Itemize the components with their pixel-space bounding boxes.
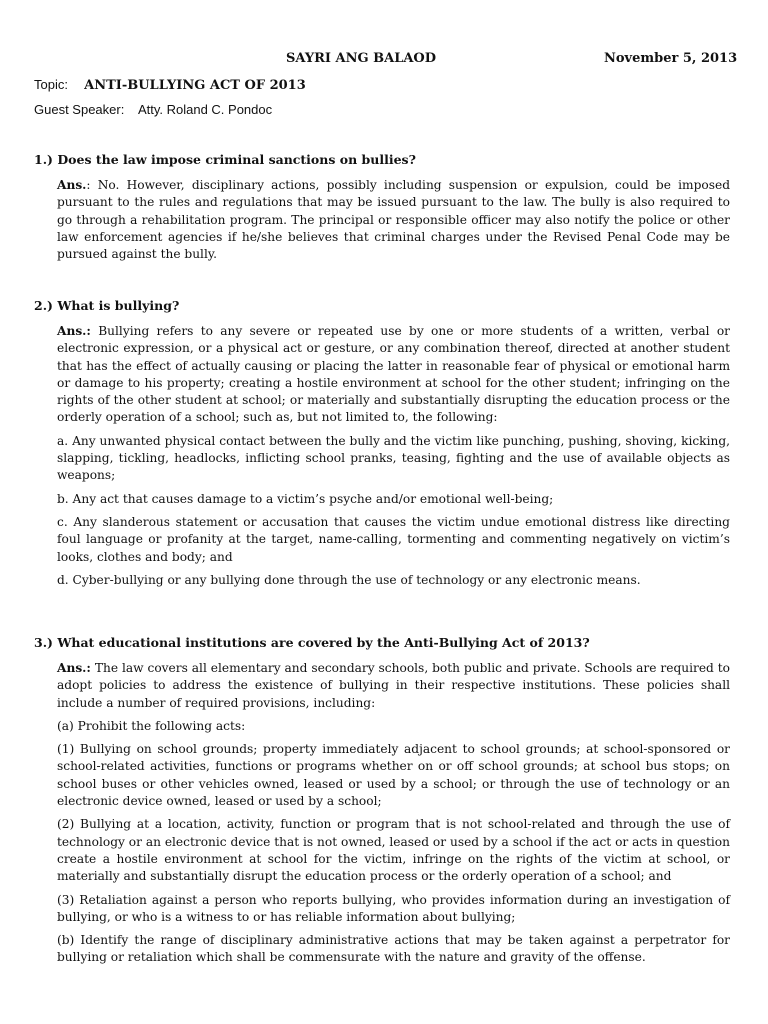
list-item: (3) Retaliation against a person who reports bullying, who provides information during an investigation of bullying, or who is a witness to or has reliable information about bullying;	[57, 892, 730, 924]
question-1: 1.) Does the law impose criminal sanctions on bullies?	[34, 152, 416, 167]
question-3: 3.) What educational institutions are covered by the Anti-Bullying Act of 2013?	[34, 635, 590, 650]
answer-body: : No. However, disciplinary actions, possibly including suspension or expulsion, could be imposed pursuant to the rules and regulations that may be issued pursuant to the law. The bully is also required to go through a rehabilitation program. The principal or responsible officer may also notify the police or other law enforcement agencies if he/she believes that criminal charges under the Revised Penal Code may be pursued against the bully.	[57, 178, 730, 262]
list-item: d. Cyber-bullying or any bullying done through the use of technology or any electronic means.	[57, 572, 641, 587]
speaker-value: Atty. Roland C. Pondoc	[137, 102, 273, 117]
answer-label: Ans.:	[57, 661, 91, 675]
question-2: 2.) What is bullying?	[34, 298, 180, 313]
document-date: November 5, 2013	[604, 51, 738, 66]
list-item: (b) Identify the range of disciplinary administrative actions that may be taken against a perpetrator for bullying or retaliation which shall be commensurate with the nature and gravity of the offense.	[57, 933, 730, 965]
answer-1-text	[57, 177, 730, 263]
topic-label: Topic:	[34, 77, 68, 92]
speaker-line	[34, 102, 272, 117]
topic-value: ANTI-BULLYING ACT OF 2013	[84, 78, 306, 93]
answer-2	[57, 323, 730, 595]
answer-body: Bullying refers to any severe or repeated use by one or more students of a written, verbal or electronic expression, or a physical act or gesture, or any combination thereof, directed at another student that has the effect of actually causing or placing the latter in reasonable fear of physical or emotional harm or damage to his property; creating a hostile environment at school for the other student; infringing on the rights of the other student at school; or materially and substantially disrupting the education process or the orderly operation of a school; such as, but not limited to, the following:	[57, 324, 730, 425]
answer-3-text	[57, 660, 730, 712]
answer-2-text	[57, 323, 730, 427]
answer-body: The law covers all elementary and secondary schools, both public and private. Schools are required to adopt policies to address the existence of bullying in their respective institutions. These policies shall include a number of required provisions, including:	[57, 661, 730, 710]
answer-label: Ans.:	[57, 324, 91, 338]
list-item: b. Any act that causes damage to a victim’s psyche and/or emotional well-being;	[57, 491, 554, 506]
list-item: (a) Prohibit the following acts:	[57, 718, 246, 733]
list-item: (2) Bullying at a location, activity, function or program that is not school-related and through the use of technology or an electronic device that is not owned, leased or used by a school if the act or acts in question create a hostile environment at school for the victim, infringe on the rights of the victim at school, or materially and substantially disrupt the education process or the orderly operation of a school; and	[57, 817, 730, 884]
answer-label: Ans.	[57, 178, 87, 192]
document-title: SAYRI ANG BALAOD	[286, 51, 437, 66]
list-item: c. Any slanderous statement or accusation that causes the victim undue emotional distress like directing foul language or profanity at the target, name-calling, tormenting and commenting negatively on victim’s looks, clothes and body; and	[57, 514, 730, 564]
list-item: a. Any unwanted physical contact between the bully and the victim like punching, pushing, shoving, kicking, slapping, tickling, headlocks, inflicting school pranks, teasing, fighting and the use of available objects as weapons;	[57, 433, 730, 483]
topic-line	[34, 77, 306, 93]
answer-3	[57, 660, 730, 973]
speaker-label: Guest Speaker:	[34, 102, 125, 117]
answer-1	[57, 177, 730, 269]
list-item: (1) Bullying on school grounds; property immediately adjacent to school grounds; at school-sponsored or school-related activities, functions or programs whether on or off school grounds; at school bus stops; on school buses or other vehicles owned, leased or used by a school; or through the use of technology or an electronic device owned, leased or used by a school;	[57, 742, 730, 809]
